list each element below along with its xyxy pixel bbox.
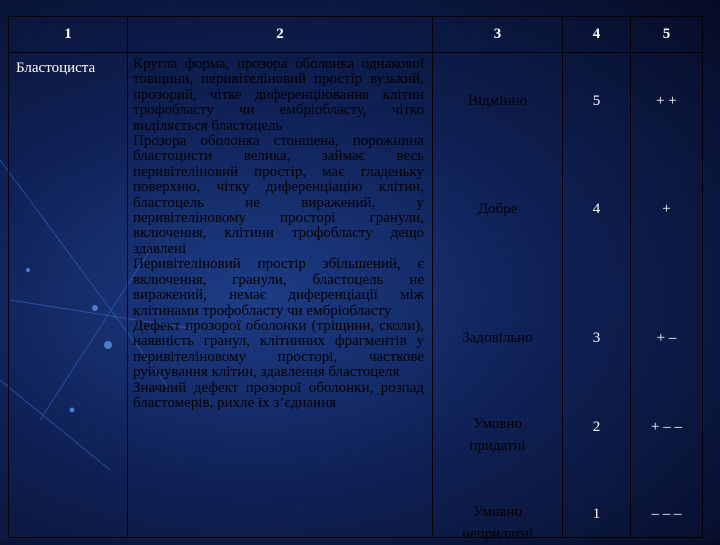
score-cell xyxy=(563,53,631,538)
rating-2: Добре xyxy=(477,201,518,217)
description-cell xyxy=(128,53,433,538)
score-1: 5 xyxy=(592,93,601,109)
mark-4: + – – xyxy=(651,419,682,435)
mark-2: + xyxy=(662,201,671,217)
rating-3: Задовільно xyxy=(462,330,533,346)
header-cell-1: 1 xyxy=(9,17,128,53)
rating-cell xyxy=(433,53,563,542)
mark-1: + + xyxy=(656,93,677,109)
mark-cell xyxy=(631,53,703,538)
mark-5: – – – xyxy=(651,506,682,522)
description-4: Дефект прозорої оболонки (тріщини, сколи), наявність гранул, клітинних фрагментів у перивітеліновому просторі, часткове руйнування клітин, здавлення бластоцеля xyxy=(133,317,424,381)
header-cell-4: 4 xyxy=(563,17,631,53)
rating-1: Відмінно xyxy=(467,93,528,109)
rating-4: Умовно придатні xyxy=(469,416,526,454)
header-row xyxy=(9,17,703,53)
description-5: Значний дефект прозорої оболонки, розпад бластомерів, рихле їх з’єднання xyxy=(133,379,424,411)
score-3: 3 xyxy=(592,330,601,346)
table-row xyxy=(9,53,703,538)
description-2: Прозора оболонка стоншена, порожнина бластоцисти велика, займає весь перивітеліновий простір, має гладеньку поверхню, чітку диференціацію клітин, бластоцель не виражений, у перивітеліновому просторі гранули, включення, клітини трофобласту дещо здавлені xyxy=(133,133,424,257)
stage-name: Бластоциста xyxy=(16,60,96,76)
description-3: Перивітеліновий простір збільшений, є включення, гранули, бластоцель не виражений, немає диференціації між клітинами трофобласту чи ембріобласту xyxy=(133,256,424,319)
header-cell-3: 3 xyxy=(433,17,563,53)
evaluation-table xyxy=(8,16,703,542)
header-cell-2: 2 xyxy=(128,17,433,53)
score-2: 4 xyxy=(592,201,601,217)
description-1: Кругла форма, прозора оболонка однакової товщини, перивітеліновий простір вузький, прозорий, чітке диференціювання клітин трофобласту чи ембріобласту, чітко виділяється бластоцель xyxy=(133,56,424,134)
mark-3: + – xyxy=(656,330,677,346)
name-cell xyxy=(9,53,128,538)
rating-5: Умовно непридатні xyxy=(462,504,533,542)
header-cell-5: 5 xyxy=(631,17,703,53)
score-4: 2 xyxy=(592,419,601,435)
score-5: 1 xyxy=(592,506,601,522)
